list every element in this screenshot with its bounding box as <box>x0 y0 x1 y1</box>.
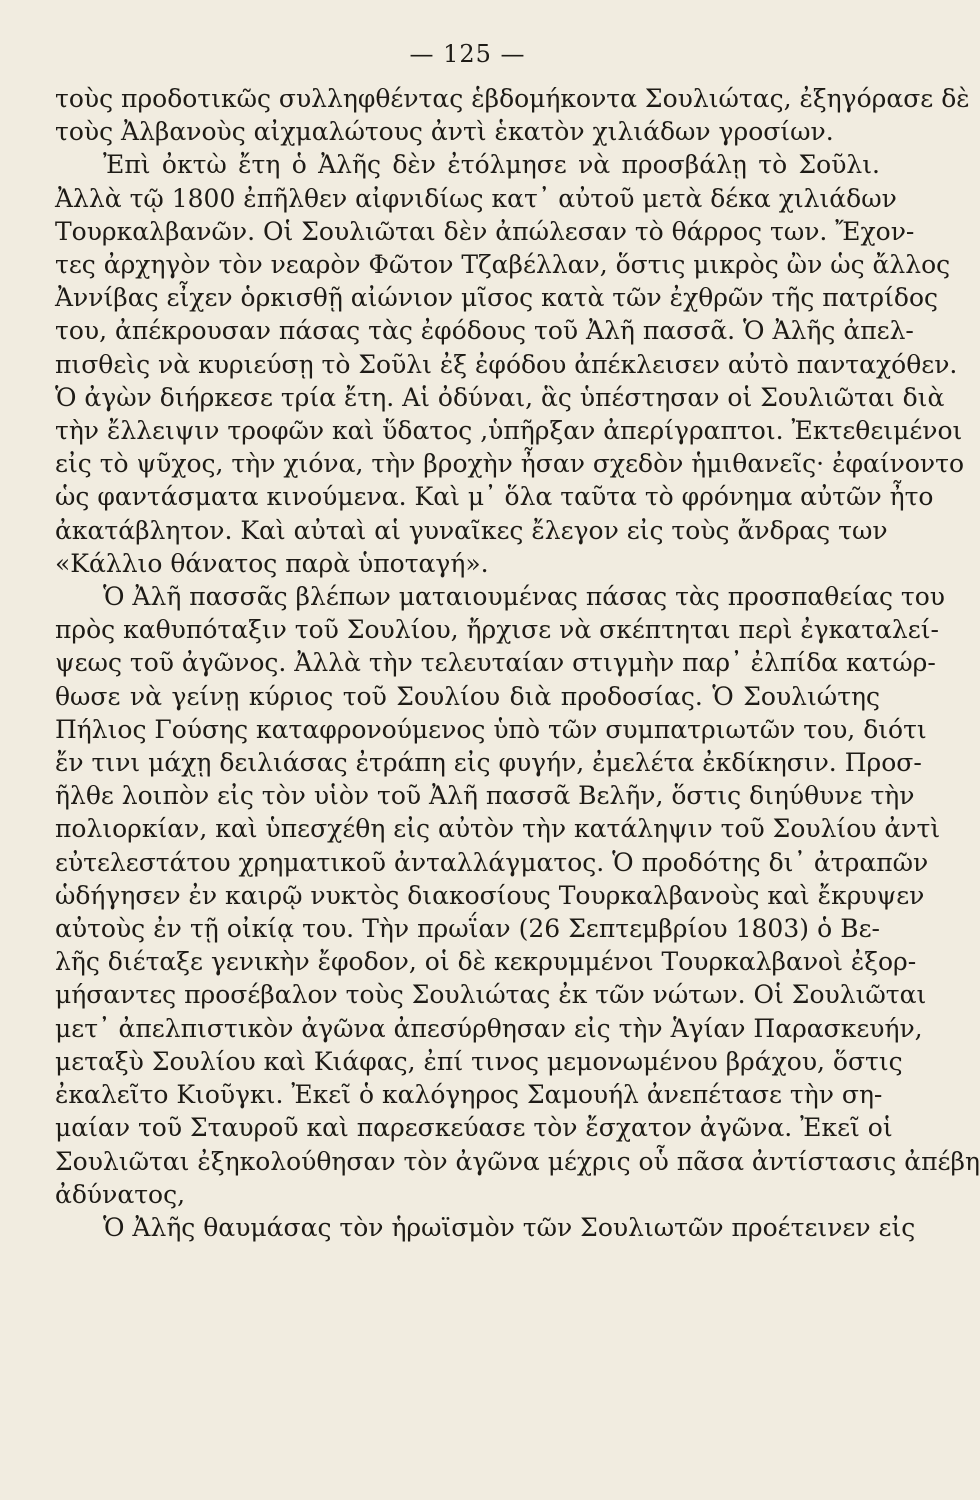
text-line: πολιορκίαν, καὶ ὑπεσχέθη εἰς αὐτὸν τὴν κατάληψιν τοῦ Σουλίου ἀντὶ <box>55 814 941 844</box>
text-line: τὴν ἔλλειψιν τροφῶν καὶ ὕδατος ,ὑπῆρξαν ἀπερίγραπτοι. Ἐκτεθειμένοι <box>55 416 963 446</box>
text-line: ὡς φαντάσματα κινούμενα. Καὶ μ᾽ ὅλα ταῦτα τὸ φρόνημα αὐτῶν ἦτο <box>55 482 934 512</box>
text-line: λῆς διέταξε γενικὴν ἔφοδον, οἱ δὲ κεκρυμμένοι Τουρκαλβανοὶ ἐξορ- <box>55 947 917 977</box>
text-line: Ὁ Ἀλῆ πασσᾶς βλέπων ματαιουμένας πάσας τὰς προσπαθείας του <box>103 582 946 612</box>
text-line: μήσαντες προσέβαλον τοὺς Σουλιώτας ἐκ τῶν νώτων. Οἱ Σουλιῶται <box>55 980 927 1010</box>
text-line: Ἀννίβας εἶχεν ὁρκισθῇ αἰώνιον μῖσος κατὰ τῶν ἐχθρῶν τῆς πατρίδος <box>55 283 939 313</box>
text-line: ἀκατάβλητον. Καὶ αὐταὶ αἱ γυναῖκες ἔλεγον εἰς τοὺς ἄνδρας των <box>55 515 888 545</box>
text-line: αὐτοὺς ἐν τῇ οἰκίᾳ του. Τὴν πρωΐαν (26 Σεπτεμβρίου 1803) ὁ Βε- <box>55 914 880 944</box>
text-line: «Κάλλιο θάνατος παρὰ ὑποταγή». <box>55 548 489 578</box>
text-line: του, ἀπέκρουσαν πάσας τὰς ἐφόδους τοῦ Ἀλῆ πασσᾶ. Ὁ Ἀλῆς ἀπελ- <box>55 316 914 346</box>
text-line: τοὺς Ἀλβανοὺς αἰχμαλώτους ἀντὶ ἑκατὸν χιλιάδων γροσίων. <box>55 117 834 147</box>
text-line: Ἐπὶ ὀκτὼ ἔτη ὁ Ἀλῆς δὲν ἐτόλμησε νὰ προσβάλῃ τὸ Σοῦλι. <box>103 150 880 180</box>
text-line: μεταξὺ Σουλίου καὶ Κιάφας, ἐπί τινος μεμονωμένου βράχου, ὅστις <box>55 1046 903 1076</box>
text-line: Ὁ Ἀλῆς θαυμάσας τὸν ἡρωϊσμὸν τῶν Σουλιωτῶν προέτεινεν εἰς <box>103 1212 916 1242</box>
page-number: — 125 — <box>409 40 526 68</box>
text-line: ἀδύνατος, <box>55 1179 186 1209</box>
text-line: ἐκαλεῖτο Κιοῦγκι. Ἐκεῖ ὁ καλόγηρος Σαμουήλ ἀνεπέτασε τὴν ση- <box>55 1080 883 1110</box>
text-line: ψεως τοῦ ἀγῶνος. Ἀλλὰ τὴν τελευταίαν στιγμὴν παρ᾽ ἐλπίδα κατώρ- <box>55 648 936 678</box>
text-line: Σουλιῶται ἐξηκολούθησαν τὸν ἀγῶνα μέχρις οὗ πᾶσα ἀντίστασις ἀπέβη <box>55 1146 980 1176</box>
text-line: μαίαν τοῦ Σταυροῦ καὶ παρεσκεύασε τὸν ἔσχατον ἀγῶνα. Ἐκεῖ οἱ <box>55 1113 893 1143</box>
text-line: μετ᾽ ἀπελπιστικὸν ἀγῶνα ἀπεσύρθησαν εἰς τὴν Ἁγίαν Παρασκευήν, <box>55 1013 923 1043</box>
text-line: θωσε νὰ γείνῃ κύριος τοῦ Σουλίου διὰ προδοσίας. Ὁ Σουλιώτης <box>55 681 880 711</box>
text-line: Τουρκαλβανῶν. Οἱ Σουλιῶται δὲν ἀπώλεσαν τὸ θάρρος των. Ἔχον- <box>55 216 915 246</box>
body-text <box>55 82 980 1244</box>
text-line: ὡδήγησεν ἐν καιρῷ νυκτὸς διακοσίους Τουρκαλβανοὺς καὶ ἔκρυψεν <box>55 880 925 910</box>
text-line: τοὺς προδοτικῶς συλληφθέντας ἑβδομήκοντα Σουλιώτας, ἐξηγόρασε δὲ <box>55 84 970 113</box>
text-line: Ἀλλὰ τῷ 1800 ἐπῆλθεν αἰφνιδίως κατ᾽ αὐτοῦ μετὰ δέκα χιλιάδων <box>55 183 897 213</box>
text-line: εὐτελεστάτου χρηματικοῦ ἀνταλλάγματος. Ὁ προδότης δι᾽ ἀτραπῶν <box>55 847 929 877</box>
text-line: ἔν τινι μάχῃ δειλιάσας ἐτράπη εἰς φυγήν, ἐμελέτα ἐκδίκησιν. Προσ- <box>55 748 922 778</box>
text-line: εἰς τὸ ψῦχος, τὴν χιόνα, τὴν βροχὴν ἦσαν σχεδὸν ἡμιθανεῖς· ἐφαίνοντο <box>55 449 965 479</box>
text-line: πισθεὶς νὰ κυριεύσῃ τὸ Σοῦλι ἐξ ἐφόδου ἀπέκλεισεν αὐτὸ πανταχόθεν. <box>55 349 958 379</box>
text-line: Ὁ ἀγὼν διήρκεσε τρία ἔτη. Αἱ ὀδύναι, ἃς ὑπέστησαν οἱ Σουλιῶται διὰ <box>55 382 945 412</box>
text-line: Πήλιος Γούσης καταφρονούμενος ὑπὸ τῶν συμπατριωτῶν του, διότι <box>55 714 927 744</box>
text-line: ῆλθε λοιπὸν εἰς τὸν υἱὸν τοῦ Ἀλῆ πασσᾶ Βελῆν, ὅστις διηύθυνε τὴν <box>55 781 915 811</box>
text-line: πρὸς καθυπόταξιν τοῦ Σουλίου, ἤρχισε νὰ σκέπτηται περὶ ἐγκαταλεί- <box>55 615 939 645</box>
text-line: τες ἀρχηγὸν τὸν νεαρὸν Φῶτον Τζαβέλλαν, ὅστις μικρὸς ὢν ὡς ἄλλος <box>55 250 951 280</box>
